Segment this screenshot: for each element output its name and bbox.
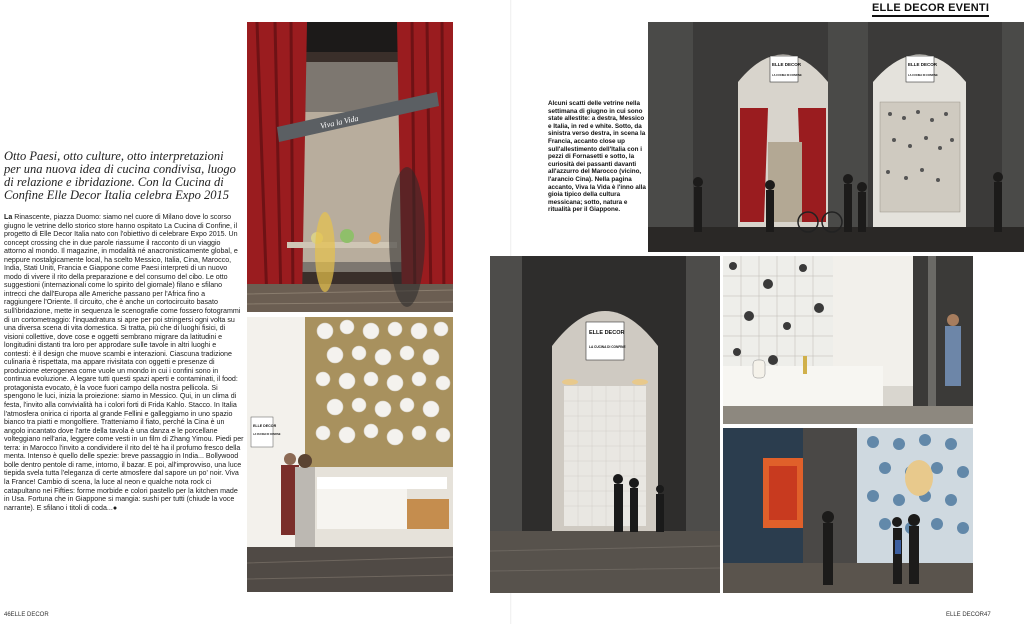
sign-elle-decor-left: ELLE DECOR bbox=[253, 424, 277, 428]
body-text: Rinascente, piazza Duomo: siamo nel cuore di Milano dove lo scorso giugno le vetrine dello storico store hanno ospitato La Cucina di Confine, il progetto di Elle Decor Italia nato con l'obiettivo di celebrare Expo 2015. Un concept crossing che in due parole riassume il racconto di un viaggio attorno al mondo. Il magazine, in modalità né anacronisticamente global, e neppure nostalgicamente local, ha scelto Messico, Italia, Cina, Marocco, India, Stati Uniti, Francia e Giappone come Paesi interpreti di un nuovo modo di vivere il rito della preparazione e del consumo del cibo. Le otto suggestioni (internazionali come lo spirito del giornale) filano e sfilano intrecci che dall'Europa alle Americhe passano per l'Africa fino a raggiungere l'Oriente. Il circuito, che è anche un cortocircuito basato sull'ibridazione, mette in sequenza le scenografie come fossero fotogrammi di un cortometraggio: l'inquadratura si apre per poi stringersi ogni volta su una diversa scena di vita domestica. Si tratta, più che di luoghi fisici, di visioni collettive, dove cose e oggetti sembrano migrare da latitudini e longitudini distanti tra loro per approdare sulle tavole in altri luoghi e contesti: è il design che muove scambi e interazioni. Ciascuna tradizione culinaria è rispettata, ma appare rivisitata con oggetti e presenze di produzione eterogenea come vuole un mondo in cui i confini sono in continua evoluzione. A legare tutti questi spazi aperti e contaminati, il food: protagonista evocato, è la voce fuori campo della nostra pellicola. Si spengono le luci, inizia la proiezione: siamo in Messico. Qui, in un clima di festa, l'invito alla convivialità ha i colori forti di Frida Kahlo. Stacco. In Italia l'atmosfera onirica ci riporta al grande Fellini e galleggiamo in uno spazio bianco tra piatti e mongolfiere. Tratteniamo il fiato, perché la Cina è un angolo incantato dove l'arte della tavola è una danza e le porcellane volteggiano nell'aria, leggere come vesti in un film di Zhang Yimou. Piedi per terra: in Marocco l'invito a condividere il rito del tè ha il profumo fresco della menta. Intenso è quello delle spezie: breve passaggio in India... Bollywood bolle dentro pentole di rame, intorno, il bazar. E poi, all'improvviso, una luce tiepida svela tutta l'eleganza di certe atmosfere dal sapore un po' noir. Viva la France! Cambio di scena, la luce al neon e qualche nota rock ci catapultano nei Fifties: forme morbide e colori pastello per la kitchen made in Usa. Fortuna che in Giappone si mangia: sushi per tutti (chiude la voce narrante). E sfilano i titoli di coda...● bbox=[4, 213, 244, 512]
section-header: ELLE DECOR EVENTI bbox=[872, 2, 989, 17]
photo-italy-closeup bbox=[723, 256, 973, 424]
photo-arcade-windows bbox=[648, 22, 1024, 252]
right-page bbox=[512, 0, 1024, 624]
banner-text: Viva la Vida bbox=[319, 113, 360, 131]
sign-cucina-top-b: LA CUCINA DI CONFINE bbox=[908, 74, 938, 77]
sign-cucina-arch: LA CUCINA DI CONFINE bbox=[589, 345, 626, 349]
sign-elle-decor-arch: ELLE DECOR bbox=[589, 330, 625, 336]
lead-paragraph: Otto Paesi, otto culture, otto interpretazioni per una nuova idea di cucina condivisa, luogo di relazione e ibridazione. Con la Cucina di Confine Elle Decor Italia celebra Expo 2015 bbox=[4, 149, 236, 202]
sign-elle-decor-top-b: ELLE DECOR bbox=[908, 62, 938, 67]
sign-cucina-left: LA CUCINA DI CONFINE bbox=[253, 433, 281, 436]
sign-cucina-top-a: LA CUCINA DI CONFINE bbox=[772, 74, 802, 77]
photo-morocco-china-windows bbox=[723, 428, 973, 593]
page-number-left: 46ELLE DECOR bbox=[4, 612, 49, 618]
page-number-right: ELLE DECOR47 bbox=[946, 612, 991, 618]
article-body bbox=[4, 213, 244, 512]
sign-elle-decor-top-a: ELLE DECOR bbox=[772, 62, 802, 67]
photo-italy-window bbox=[247, 317, 453, 592]
photo-white-arch-window bbox=[490, 256, 720, 593]
photo-mexico-window bbox=[247, 22, 453, 312]
body-first-word: La bbox=[4, 213, 13, 221]
photo-caption: Alcuni scatti delle vetrine nella settimana di giugno in cui sono state allestite: a destra, Messico e Italia, in red e white. Sotto, da sinistra verso destra, in scena la Francia, accanto close up sull'allestimento dell'Italia con i pezzi di Fornasetti e sotto, la curiosità dei passanti davanti all'azzurro del Marocco (vicino, l'arancio Cina). Nella pagina accanto, Viva la Vida è l'inno alla gioia tipico della cultura messicana; sotto, natura e ritualità per il Giappone. bbox=[548, 100, 646, 214]
